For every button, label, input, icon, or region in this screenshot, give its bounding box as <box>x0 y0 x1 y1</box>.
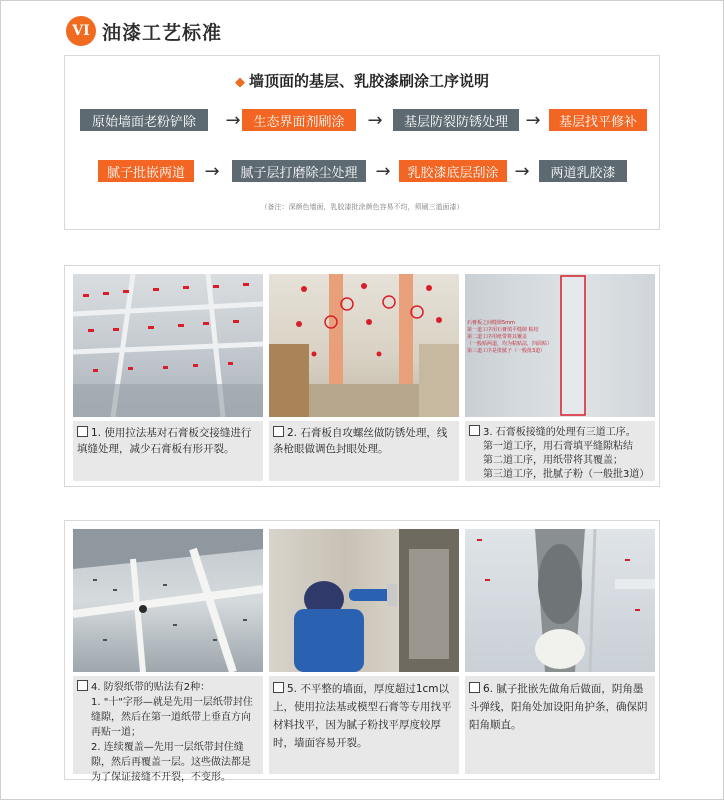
process-title-text: 墙顶面的基层、乳胶漆刷涂工序说明 <box>248 72 489 90</box>
photo-overlay-line: 第二道工序用纸带将其覆盖 <box>467 334 528 340</box>
section-number-badge: VI <box>66 16 96 46</box>
photo-panel-2 <box>64 520 660 783</box>
photo-worker-leveling <box>269 529 459 672</box>
arrow-right-icon: → <box>514 160 530 182</box>
photo-paper-tape <box>73 529 263 672</box>
page-title: 油漆工艺标准 <box>102 21 223 44</box>
photo-ceiling-joints <box>73 274 263 417</box>
process-step: 腻子批嵌两道 <box>98 160 194 182</box>
caption-6 <box>465 676 655 774</box>
photo-panel-1 <box>64 265 660 487</box>
process-title <box>65 70 659 91</box>
caption-text: 2. 石膏板自攻螺丝做防锈处理，线条枪眼做调色封眼处理。 <box>273 427 448 455</box>
process-step: 生态界面剂刷涂 <box>242 109 356 131</box>
process-step: 乳胶漆底层刮涂 <box>399 160 507 182</box>
photo-corner-bead <box>465 529 655 672</box>
caption-line: 第三道工序，批腻子粉（一般批3道） <box>483 469 650 480</box>
process-step: 基层找平修补 <box>549 109 647 131</box>
photo-screw-treatment <box>269 274 459 417</box>
caption-title: 3. 石膏板接缝的处理有三道工序。 <box>483 427 636 438</box>
arrow-right-icon: → <box>225 109 241 131</box>
checkbox-icon <box>273 682 284 693</box>
caption-2 <box>269 421 459 481</box>
caption-4 <box>73 676 263 783</box>
arrow-right-icon: → <box>204 160 220 182</box>
photo-overlay-line: （一般贴两道，均为粘贴法，四面贴） <box>467 341 553 347</box>
caption-text: 1. 使用拉法基对石膏板交接缝进行填缝处理，减少石膏板有形开裂。 <box>77 427 252 455</box>
arrow-right-icon: → <box>367 109 383 131</box>
photo-overlay-line: 石膏板之间缝隙5mm <box>467 320 515 326</box>
caption-line: 2. 连续覆盖—先用一层纸带封住缝隙，然后再覆盖一层。这些做法都是为了保证接缝不开裂，不变形。 <box>91 742 251 783</box>
caption-5 <box>269 676 459 774</box>
checkbox-icon <box>77 680 88 691</box>
process-note: （备注：深颜色墙面，乳胶漆批涂颜色容易不均，须刷三道面漆） <box>260 203 464 211</box>
section-header <box>66 14 222 48</box>
caption-text: 6. 腻子批嵌先做角后做面，阴角墨斗弹线，阳角处加设阳角护条，确保阴阳角顺直。 <box>469 683 648 731</box>
checkbox-icon <box>77 426 88 437</box>
caption-line: 第一道工序，用石膏填平缝隙粘结 <box>483 441 633 452</box>
photo-joint-three-steps <box>465 274 655 417</box>
process-step: 腻子层打磨除尘处理 <box>232 160 366 182</box>
photo-overlay-line: 第一道工序用石膏填平缝隙 粘结 <box>467 327 539 333</box>
checkbox-icon <box>273 426 284 437</box>
caption-3 <box>465 421 655 481</box>
caption-line: 第二道工序，用纸带将其覆盖； <box>483 455 623 466</box>
photo-overlay-line: 第三道工序是批腻子（一般批3道） <box>467 348 546 354</box>
caption-text: 5. 不平整的墙面，厚度超过1cm以上，使用拉法基或模型石膏等专用找平材料找平，因为腻子粉找平厚度较厚时，墙面容易开裂。 <box>273 683 452 749</box>
process-step: 基层防裂防锈处理 <box>393 109 519 131</box>
checkbox-icon <box>469 682 480 693</box>
process-flow-box <box>64 55 660 230</box>
process-step: 两道乳胶漆 <box>539 160 627 182</box>
checkbox-icon <box>469 425 480 436</box>
caption-line: 1. "十"字形—就是先用一层纸带封住缝隙，然后在第一道纸带上垂直方向再贴一道； <box>91 697 253 738</box>
process-step: 原始墙面老粉铲除 <box>80 109 208 131</box>
diamond-bullet-icon: ◆ <box>234 75 245 90</box>
caption-title: 4. 防裂纸带的贴法有2种： <box>91 682 211 693</box>
arrow-right-icon: → <box>375 160 391 182</box>
arrow-right-icon: → <box>525 109 541 131</box>
caption-1 <box>73 421 263 481</box>
